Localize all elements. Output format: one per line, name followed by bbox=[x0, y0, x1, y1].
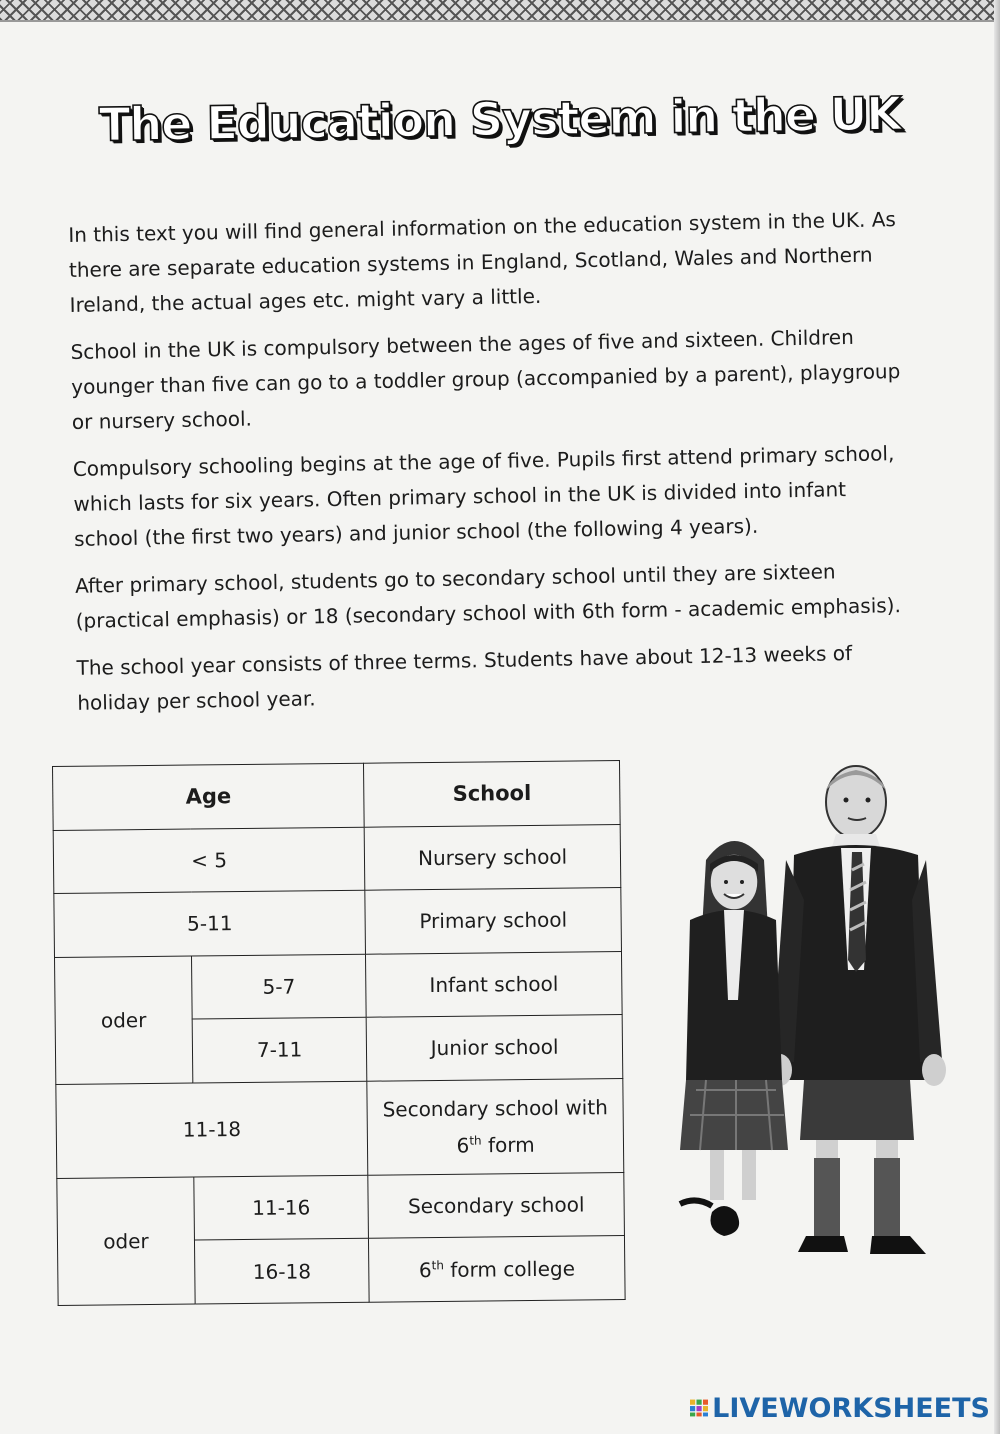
age-cell: 11-16 bbox=[194, 1175, 369, 1240]
paragraph-secondary: After primary school, students go to secondary school until they are sixteen (practical emphasis) or 18 (secondary school with 6th form - academic emphasis). bbox=[74, 559, 902, 633]
school-cell: Primary school bbox=[365, 888, 621, 954]
liveworksheets-logo-text: LIVEWORKSHEETS bbox=[712, 1392, 990, 1424]
age-cell: < 5 bbox=[53, 827, 365, 894]
school-cell bbox=[367, 1078, 624, 1175]
decorative-top-border bbox=[0, 0, 1000, 22]
paragraph-school-year: The school year consists of three terms. Students have about 12-13 weeks of holiday per school year. bbox=[76, 641, 853, 715]
age-cell: 5-11 bbox=[54, 890, 366, 957]
table-row bbox=[54, 888, 622, 957]
school-line: Secondary school with bbox=[382, 1095, 608, 1122]
school-line: form college bbox=[443, 1256, 576, 1282]
age-cell: 7-11 bbox=[192, 1017, 367, 1082]
school-cell: Infant school bbox=[366, 951, 622, 1017]
table-row bbox=[53, 824, 621, 893]
ordinal-number: 6 bbox=[418, 1257, 432, 1282]
paragraph-compulsory: School in the UK is compulsory between the ages of five and sixteen. Children younger than five can go to a toddler group (accompanied by a parent), playgroup or nursery school. bbox=[70, 324, 901, 434]
age-cell: 16-18 bbox=[194, 1239, 369, 1304]
table-row bbox=[56, 1078, 624, 1178]
school-children-photo bbox=[676, 760, 966, 1280]
page-title: The Education System in the UK bbox=[98, 86, 902, 152]
or-label: oder bbox=[57, 1177, 195, 1306]
liveworksheets-logo bbox=[690, 1390, 990, 1426]
boy-figure bbox=[768, 766, 946, 1254]
page-edge bbox=[994, 0, 1000, 1434]
school-cell bbox=[369, 1236, 625, 1302]
girl-figure bbox=[680, 841, 788, 1236]
ordinal-number: 6 bbox=[456, 1133, 470, 1158]
table-row bbox=[57, 1172, 625, 1241]
age-cell: 11-18 bbox=[56, 1081, 368, 1179]
school-cell: Junior school bbox=[366, 1015, 622, 1081]
school-cell: Secondary school bbox=[368, 1172, 624, 1238]
header-age: Age bbox=[53, 763, 365, 830]
school-age-table bbox=[52, 760, 626, 1306]
age-cell: 5-7 bbox=[191, 954, 366, 1019]
intro-text bbox=[68, 202, 908, 733]
paragraph-primary: Compulsory schooling begins at the age of five. Pupils first attend primary school, which lasts for six years. Often primary school in the UK is divided into infant school (the first two years) and junior school (the following 4 years). bbox=[72, 441, 895, 551]
ordinal-suffix: th bbox=[469, 1133, 482, 1148]
paragraph-intro: In this text you will find general information on the education system in the UK. As there are separate education systems in England, Scotland, Wales and Northern Ireland, the actual ages etc. might vary a little. bbox=[68, 207, 897, 317]
header-school: School bbox=[364, 761, 620, 827]
school-cell: Nursery school bbox=[364, 824, 620, 890]
school-line: form bbox=[481, 1132, 535, 1158]
table-row bbox=[55, 951, 623, 1020]
or-label: oder bbox=[55, 956, 193, 1084]
liveworksheets-logo-icon bbox=[690, 1395, 708, 1421]
ordinal-suffix: th bbox=[431, 1257, 444, 1273]
table-header-row bbox=[53, 761, 621, 830]
